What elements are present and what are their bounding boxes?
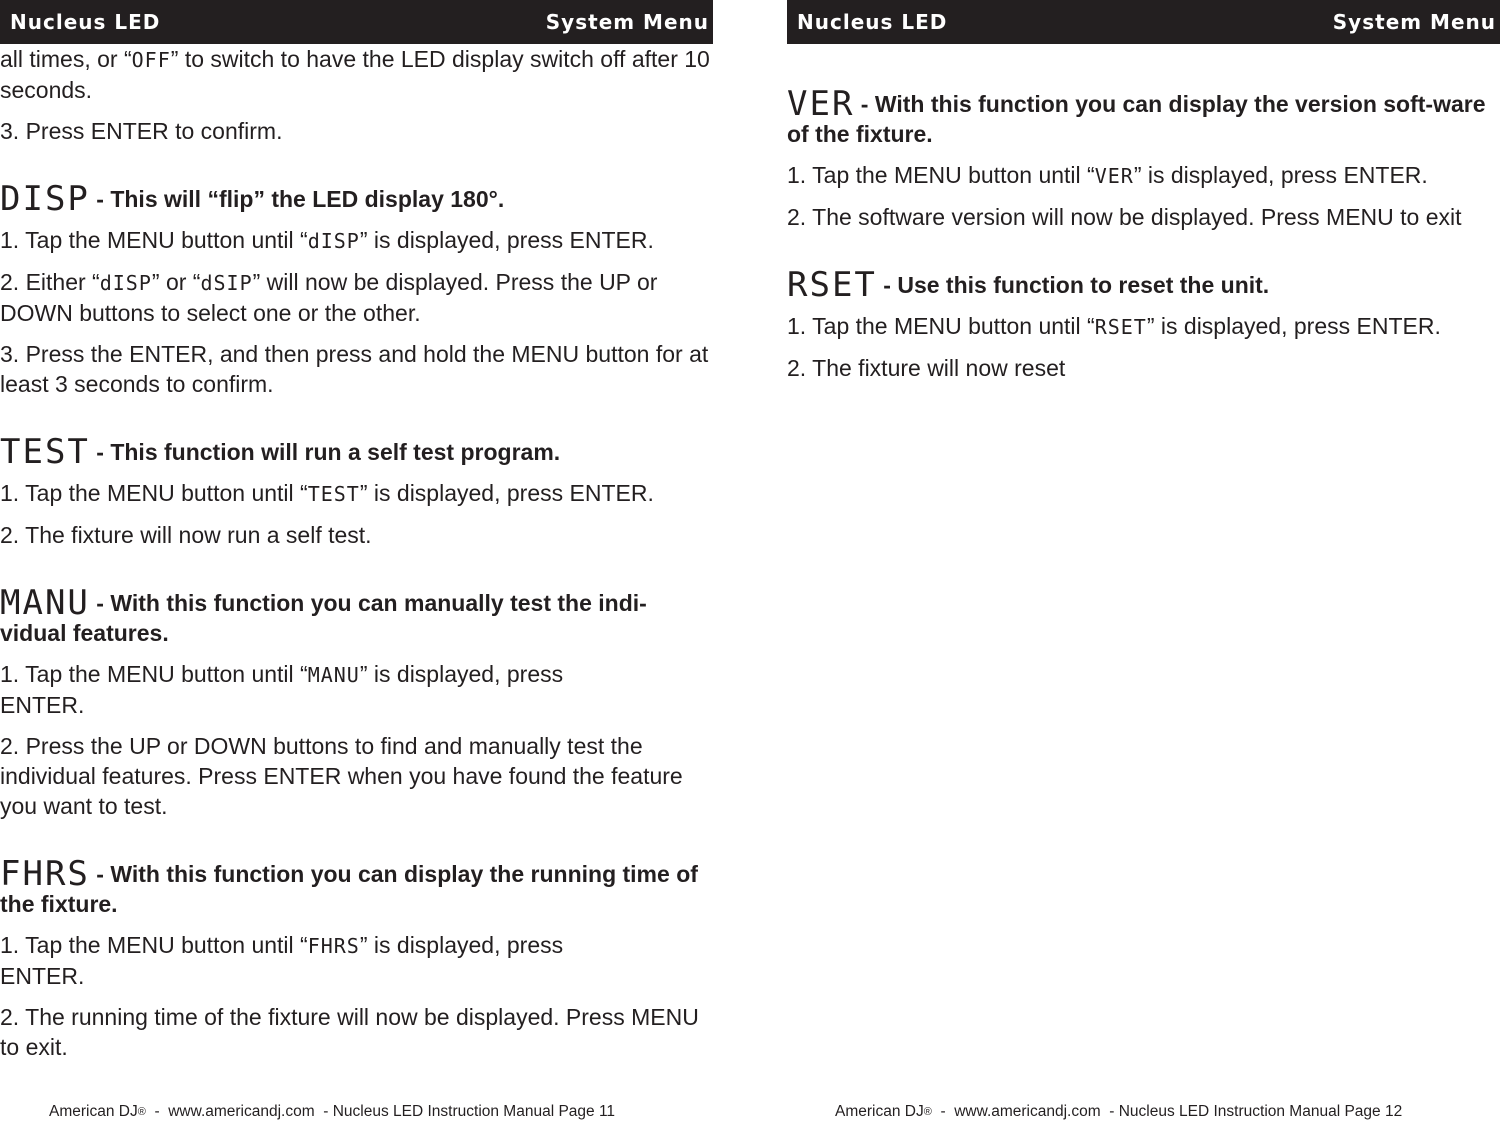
ver-step-2: 2. The software version will now be displayed. Press MENU to exit — [787, 204, 1462, 230]
lcd-code: FHRS — [307, 934, 360, 958]
page-header — [787, 0, 1500, 44]
section-title-text: - With this function you can display the running time of the fixture. — [0, 861, 698, 917]
section-title-text: - This will “flip” the LED display 180°. — [89, 186, 505, 212]
step-text: 1. Tap the MENU button until “ — [787, 313, 1095, 339]
lcd-code-disp: DISP — [0, 179, 90, 219]
step-text-mid: ” or “ — [151, 269, 201, 295]
registered-mark: ® — [923, 1106, 932, 1118]
step-text-end: ” is displayed, press ENTER. — [0, 661, 564, 718]
footer-brand: American DJ — [49, 1103, 138, 1120]
lcd-code: MANU — [307, 663, 360, 687]
left-page — [0, 0, 713, 1126]
step-text: 1. Tap the MENU button until “ — [787, 162, 1095, 188]
footer-text: - www.americandj.com - Nucleus LED Instruction Manual Page 11 — [145, 1103, 616, 1120]
section-rset — [787, 265, 1500, 383]
ver-step-1 — [787, 160, 1500, 191]
header-title: Nucleus LED — [797, 10, 948, 34]
disp-step-3: 3. Press the ENTER, and then press and hold the MENU button for at least 3 seconds to confirm. — [0, 341, 709, 397]
intro-paragraph — [0, 44, 713, 105]
lcd-code-manu: MANU — [0, 583, 90, 623]
step-text-end: ” is displayed, press ENTER. — [1133, 162, 1428, 188]
step-text: 2. Either “ — [0, 269, 100, 295]
lcd-code: dSIP — [200, 271, 253, 295]
lcd-code-ver: VER — [787, 84, 855, 124]
lcd-code: dISP — [307, 229, 360, 253]
step-text: 1. Tap the MENU button until “ — [0, 227, 308, 253]
header-title: Nucleus LED — [10, 10, 161, 34]
test-step-2: 2. The fixture will now run a self test. — [0, 522, 372, 548]
section-title-text: - This function will run a self test program. — [89, 439, 561, 465]
right-page — [787, 0, 1500, 1126]
section-fhrs — [0, 854, 713, 1062]
disp-step-2 — [0, 267, 713, 328]
step-text-end: ” is displayed, press ENTER. — [359, 480, 654, 506]
registered-mark: ® — [137, 1106, 146, 1118]
section-title — [787, 265, 1500, 305]
page-content — [787, 84, 1500, 394]
lcd-code: RSET — [1094, 315, 1147, 339]
section-title — [0, 854, 713, 919]
page-header — [0, 0, 713, 44]
section-ver — [787, 84, 1500, 232]
section-title — [0, 583, 713, 648]
section-title-text: - With this function you can display the version soft-ware of the fixture. — [787, 91, 1486, 147]
section-test — [0, 432, 713, 550]
section-manu — [0, 583, 713, 821]
step-text: 1. Tap the MENU button until “ — [0, 661, 308, 687]
step-text: 1. Tap the MENU button until “ — [0, 932, 308, 958]
step-text-end: ” will now be displayed. Press the UP or DOWN buttons to select one or the other. — [0, 269, 658, 326]
intro-text-end: ” to switch to have the LED display switch off after 10 seconds. — [0, 46, 710, 103]
lcd-code: dISP — [99, 271, 152, 295]
lcd-code: VER — [1094, 164, 1134, 188]
disp-step-1 — [0, 225, 713, 256]
test-step-1 — [0, 478, 713, 509]
section-disp — [0, 179, 713, 399]
lcd-code-rset: RSET — [787, 265, 877, 305]
footer-text: - www.americandj.com - Nucleus LED Instruction Manual Page 12 — [931, 1103, 1403, 1120]
footer-brand: American DJ — [835, 1103, 924, 1120]
intro-text: all times, or “ — [0, 46, 132, 72]
section-title-text: - With this function you can manually test the indi-vidual features. — [0, 590, 647, 646]
page-footer — [835, 1102, 1402, 1122]
lcd-code-fhrs: FHRS — [0, 854, 90, 894]
header-section: System Menu — [545, 10, 709, 34]
section-title-text: - Use this function to reset the unit. — [876, 272, 1270, 298]
rset-step-1 — [787, 311, 1500, 342]
manu-step-1 — [0, 659, 640, 720]
step-text-end: ” is displayed, press ENTER. — [1146, 313, 1441, 339]
page-footer — [49, 1102, 615, 1122]
intro-step-3: 3. Press ENTER to confirm. — [0, 118, 283, 144]
step-text-end: ” is displayed, press ENTER. — [359, 227, 654, 253]
header-section: System Menu — [1332, 10, 1496, 34]
section-title — [0, 179, 713, 219]
rset-step-2: 2. The fixture will now reset — [787, 355, 1066, 381]
lcd-code-off: OFF — [131, 48, 171, 72]
page-content — [0, 44, 713, 1073]
fhrs-step-1 — [0, 930, 640, 991]
manu-step-2: 2. Press the UP or DOWN buttons to find and manually test the individual features. Press ENTER when you have found the feature you want to test. — [0, 733, 683, 819]
section-title — [0, 432, 713, 472]
step-text-end: ” is displayed, press ENTER. — [0, 932, 564, 989]
lcd-code: TEST — [307, 482, 360, 506]
step-text: 1. Tap the MENU button until “ — [0, 480, 308, 506]
lcd-code-test: TEST — [0, 432, 90, 472]
fhrs-step-2: 2. The running time of the fixture will now be displayed. Press MENU to exit. — [0, 1004, 699, 1060]
section-title — [787, 84, 1500, 149]
